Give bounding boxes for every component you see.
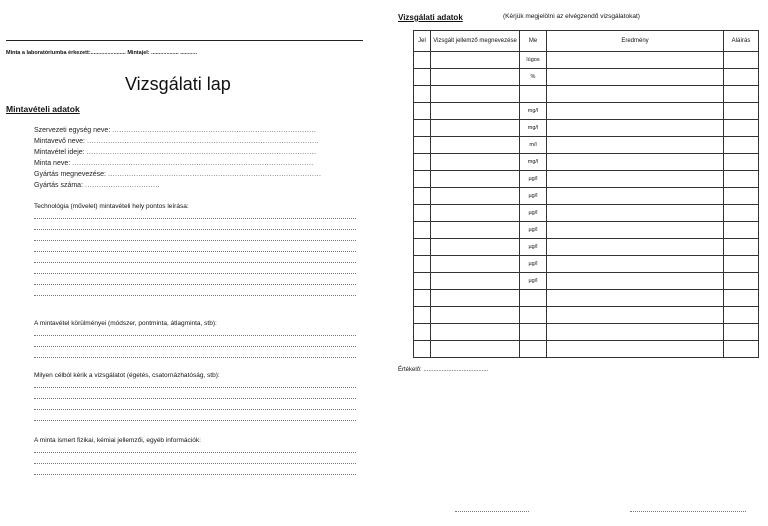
unit-cell: m/l: [520, 137, 547, 154]
unit-cell: µg/l: [520, 205, 547, 222]
result-cell[interactable]: [547, 341, 724, 358]
mark-cell[interactable]: [414, 324, 431, 341]
signature-cell[interactable]: [724, 52, 759, 69]
field-label: Gyártás megnevezése:: [34, 171, 106, 178]
table-row: [414, 256, 759, 273]
col-header-parameter: Vizsgált jellemző megnevezése: [431, 31, 520, 52]
mark-cell[interactable]: [414, 290, 431, 307]
unit-cell: µg/l: [520, 273, 547, 290]
result-cell[interactable]: [547, 307, 724, 324]
unit-cell: µg/l: [520, 239, 547, 256]
answer-line[interactable]: [34, 346, 356, 347]
signature-cell[interactable]: [724, 103, 759, 120]
parameter-cell[interactable]: [431, 307, 520, 324]
result-cell[interactable]: [547, 137, 724, 154]
parameter-cell[interactable]: [431, 120, 520, 137]
parameter-cell[interactable]: [431, 341, 520, 358]
field-org-unit[interactable]: [34, 127, 316, 134]
result-cell[interactable]: [547, 171, 724, 188]
result-cell[interactable]: [547, 188, 724, 205]
table-row: [414, 137, 759, 154]
signature-cell[interactable]: [724, 324, 759, 341]
result-cell[interactable]: [547, 52, 724, 69]
table-row: [414, 154, 759, 171]
mark-cell[interactable]: [414, 222, 431, 239]
field-fill: ...........................................................................................: [107, 171, 322, 178]
mark-cell[interactable]: [414, 171, 431, 188]
answer-line[interactable]: [34, 229, 356, 230]
result-cell[interactable]: [547, 273, 724, 290]
table-header-row: [414, 31, 759, 52]
question-conditions: A mintavétel körülményei (módszer, pontminta, átlagminta, stb):: [34, 320, 217, 327]
page-title: Vizsgálati lap: [125, 74, 231, 94]
parameter-cell[interactable]: [431, 103, 520, 120]
col-header-mark: Jel: [414, 31, 431, 52]
answer-line[interactable]: [34, 452, 356, 453]
signature-cell[interactable]: [724, 341, 759, 358]
field-fill: ................................: [84, 182, 161, 189]
table-row: [414, 188, 759, 205]
unit-cell: lúgos: [520, 52, 547, 69]
table-row: [414, 290, 759, 307]
answer-line[interactable]: [34, 295, 356, 296]
unit-cell: µg/l: [520, 256, 547, 273]
result-cell[interactable]: [547, 120, 724, 137]
table-row: [414, 239, 759, 256]
mark-cell[interactable]: [414, 120, 431, 137]
result-cell[interactable]: [547, 290, 724, 307]
answer-line[interactable]: [34, 284, 356, 285]
mark-cell[interactable]: [414, 188, 431, 205]
parameter-cell[interactable]: [431, 188, 520, 205]
parameter-cell[interactable]: [431, 239, 520, 256]
signature-line-right[interactable]: [630, 511, 746, 512]
mark-cell[interactable]: [414, 103, 431, 120]
parameter-cell[interactable]: [431, 154, 520, 171]
unit-cell: µg/l: [520, 171, 547, 188]
unit-cell: mg/l: [520, 103, 547, 120]
table-row: [414, 120, 759, 137]
signature-cell[interactable]: [724, 86, 759, 103]
parameter-cell[interactable]: [431, 69, 520, 86]
field-sampler-name[interactable]: [34, 138, 319, 145]
signature-cell[interactable]: [724, 205, 759, 222]
mark-cell[interactable]: [414, 341, 431, 358]
signature-cell[interactable]: [724, 171, 759, 188]
answer-line[interactable]: [34, 387, 356, 388]
result-cell[interactable]: [547, 324, 724, 341]
parameter-cell[interactable]: [431, 86, 520, 103]
signature-cell[interactable]: [724, 307, 759, 324]
mark-cell[interactable]: [414, 86, 431, 103]
table-row: [414, 341, 759, 358]
result-cell[interactable]: [547, 86, 724, 103]
field-production-number[interactable]: [34, 182, 160, 189]
field-fill: .......................................................................................................: [72, 160, 314, 167]
answer-line[interactable]: [34, 357, 356, 358]
answer-line[interactable]: [34, 218, 356, 219]
parameter-cell[interactable]: [431, 52, 520, 69]
question-technology: Technológia (művelet) mintavételi hely pontos leírása:: [34, 203, 189, 210]
unit-cell: mg/l: [520, 154, 547, 171]
table-row: [414, 222, 759, 239]
unit-cell: µg/l: [520, 222, 547, 239]
parameter-cell[interactable]: [431, 256, 520, 273]
field-fill: .......................................................................................: [112, 127, 317, 134]
mark-cell[interactable]: [414, 69, 431, 86]
top-rule: [6, 40, 363, 41]
question-purpose: Milyen célból kérik a vizsgálatot (égetés, csatornázhatóság, stb):: [34, 372, 220, 379]
exam-note: (Kérjük megjelölni az elvégzendő vizsgálatokat): [503, 13, 640, 20]
signature-cell[interactable]: [724, 239, 759, 256]
parameter-cell[interactable]: [431, 273, 520, 290]
unit-cell: [520, 324, 547, 341]
mark-cell[interactable]: [414, 307, 431, 324]
unit-cell: %: [520, 69, 547, 86]
unit-cell: [520, 290, 547, 307]
field-label: Mintavétel ideje:: [34, 149, 85, 156]
answer-line[interactable]: [34, 409, 356, 410]
unit-cell: [520, 307, 547, 324]
answer-line[interactable]: [34, 420, 356, 421]
table-row: [414, 86, 759, 103]
answer-line[interactable]: [34, 251, 356, 252]
table-row: [414, 273, 759, 290]
exam-section-heading: Vizsgálati adatok: [398, 13, 463, 22]
field-label: Minta neve:: [34, 160, 71, 167]
mark-cell[interactable]: [414, 239, 431, 256]
mark-cell[interactable]: [414, 273, 431, 290]
result-cell[interactable]: [547, 205, 724, 222]
table-row: [414, 171, 759, 188]
mark-cell[interactable]: [414, 137, 431, 154]
result-cell[interactable]: [547, 239, 724, 256]
signature-cell[interactable]: [724, 273, 759, 290]
parameter-cell[interactable]: [431, 171, 520, 188]
evaluator-line: Értékelő: .......................................: [398, 367, 489, 373]
col-header-signature: Aláírás: [724, 31, 759, 52]
mark-cell[interactable]: [414, 52, 431, 69]
signature-cell[interactable]: [724, 137, 759, 154]
answer-line[interactable]: [34, 463, 356, 464]
signature-cell[interactable]: [724, 120, 759, 137]
field-fill: ...................................................................................................: [86, 138, 320, 145]
signature-cell[interactable]: [724, 222, 759, 239]
signature-cell[interactable]: [724, 256, 759, 273]
table-row: [414, 103, 759, 120]
answer-line[interactable]: [34, 398, 356, 399]
answer-line[interactable]: [34, 273, 356, 274]
parameter-cell[interactable]: [431, 137, 520, 154]
mark-cell[interactable]: [414, 256, 431, 273]
signature-cell[interactable]: [724, 290, 759, 307]
result-cell[interactable]: [547, 103, 724, 120]
parameter-cell[interactable]: [431, 324, 520, 341]
answer-line[interactable]: [34, 335, 356, 336]
signature-line-left[interactable]: [455, 511, 529, 512]
unit-cell: [520, 341, 547, 358]
field-label: Mintavevő neve:: [34, 138, 85, 145]
lab-arrival-line: Minta a laboratóriumba érkezett:....................... Mintajel: .................. ...........: [6, 50, 198, 56]
result-cell[interactable]: [547, 256, 724, 273]
sampling-section-heading: Mintavételi adatok: [6, 104, 80, 114]
results-table: [413, 30, 759, 358]
result-cell[interactable]: [547, 222, 724, 239]
unit-cell: [520, 86, 547, 103]
table-row: [414, 324, 759, 341]
parameter-cell[interactable]: [431, 205, 520, 222]
field-sample-name[interactable]: [34, 160, 314, 167]
signature-cell[interactable]: [724, 154, 759, 171]
col-header-result: Eredmény: [547, 31, 724, 52]
field-sampling-time[interactable]: [34, 149, 316, 156]
result-cell[interactable]: [547, 154, 724, 171]
field-fill: ..................................................................................................: [86, 149, 317, 156]
question-properties: A minta ismert fizikai, kémiai jellemzői, egyéb információk:: [34, 437, 201, 444]
table-row: [414, 307, 759, 324]
table-row: [414, 205, 759, 222]
result-cell[interactable]: [547, 69, 724, 86]
unit-cell: mg/l: [520, 120, 547, 137]
mark-cell[interactable]: [414, 205, 431, 222]
col-header-unit: Me: [520, 31, 547, 52]
answer-line[interactable]: [34, 262, 356, 263]
answer-line[interactable]: [34, 240, 356, 241]
signature-cell[interactable]: [724, 69, 759, 86]
field-label: Szervezeti egység neve:: [34, 127, 111, 134]
unit-cell: µg/l: [520, 188, 547, 205]
table-row: [414, 69, 759, 86]
results-body: [414, 52, 759, 358]
parameter-cell[interactable]: [431, 290, 520, 307]
signature-cell[interactable]: [724, 188, 759, 205]
field-label: Gyártás száma:: [34, 182, 84, 189]
field-production-name[interactable]: [34, 171, 321, 178]
table-row: [414, 52, 759, 69]
mark-cell[interactable]: [414, 154, 431, 171]
parameter-cell[interactable]: [431, 222, 520, 239]
answer-line[interactable]: [34, 474, 356, 475]
